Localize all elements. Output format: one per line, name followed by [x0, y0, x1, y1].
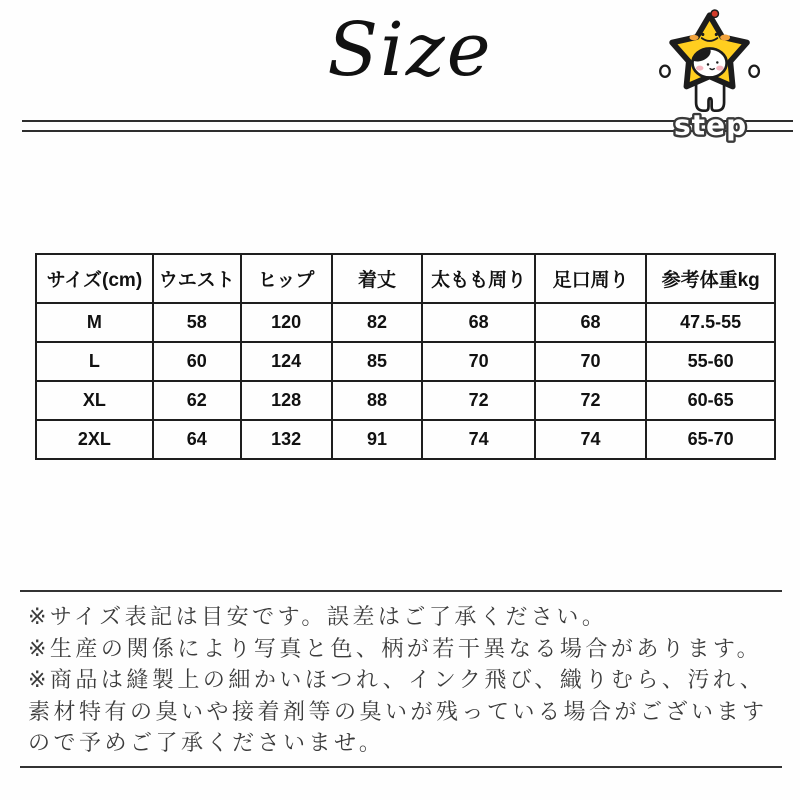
table-cell: 124: [241, 342, 332, 381]
table-cell: M: [36, 303, 153, 342]
table-cell: 70: [422, 342, 534, 381]
mascot-mouth: [710, 69, 714, 70]
notes-top-rule: [20, 590, 782, 592]
col-header-size: サイズ(cm): [36, 254, 153, 303]
col-header-hem: 足口周り: [535, 254, 647, 303]
col-header-length: 着丈: [332, 254, 423, 303]
table-row-m: [36, 303, 775, 342]
table-row-2xl: [36, 420, 775, 459]
table-cell: 68: [422, 303, 534, 342]
star-mascot-icon: [648, 8, 768, 148]
table-cell: 82: [332, 303, 423, 342]
table-cell: 128: [241, 381, 332, 420]
notes-block: [28, 601, 790, 759]
size-table: [35, 253, 776, 460]
table-cell: 72: [535, 381, 647, 420]
table-cell: 2XL: [36, 420, 153, 459]
table-cell: 74: [535, 420, 647, 459]
star-blush-left: [689, 35, 698, 40]
star-eye-right: [715, 33, 718, 36]
size-table-header-row: [36, 254, 775, 303]
table-cell: XL: [36, 381, 153, 420]
table-row-xl: [36, 381, 775, 420]
table-cell: 47.5-55: [646, 303, 775, 342]
table-cell: 74: [422, 420, 534, 459]
mascot-eye-left: [707, 63, 709, 65]
table-cell: 60-65: [646, 381, 775, 420]
table-cell: 64: [153, 420, 241, 459]
mascot-top-red-dot: [711, 10, 718, 17]
mascot-right-hand: [749, 66, 759, 77]
col-header-thigh: 太もも周り: [422, 254, 534, 303]
mascot-left-hand: [660, 66, 670, 77]
table-row-l: [36, 342, 775, 381]
table-cell: L: [36, 342, 153, 381]
col-header-hip: ヒップ: [241, 254, 332, 303]
table-cell: 88: [332, 381, 423, 420]
page-title: Size: [327, 7, 493, 93]
note-line: ※生産の関係により写真と色、柄が若干異なる場合があります。: [28, 635, 763, 661]
table-cell: 62: [153, 381, 241, 420]
star-eye-left: [701, 33, 704, 36]
table-cell: 60: [153, 342, 241, 381]
col-header-weight: 参考体重kg: [646, 254, 775, 303]
step-logo-text: step: [673, 108, 748, 142]
note-line: ※サイズ表記は目安です。誤差はご了承ください。: [28, 604, 608, 629]
table-cell: 85: [332, 342, 423, 381]
mascot-cheek-left: [696, 66, 703, 71]
table-cell: 132: [241, 420, 332, 459]
col-header-waist: ウエスト: [153, 254, 241, 303]
table-cell: 55-60: [646, 342, 775, 381]
table-cell: 68: [535, 303, 647, 342]
mascot-eye-right: [716, 61, 718, 63]
star-blush-right: [720, 34, 730, 40]
table-cell: 58: [153, 303, 241, 342]
note-line: ので予めご了承くださいませ。: [28, 730, 385, 755]
table-cell: 70: [535, 342, 647, 381]
table-cell: 72: [422, 381, 534, 420]
mascot-cheek-right: [716, 66, 723, 71]
note-line: ※商品は縫製上の細かいほつれ、インク飛び、織りむら、汚れ、: [28, 667, 766, 692]
table-cell: 120: [241, 303, 332, 342]
note-line: 素材特有の臭いや接着剤等の臭いが残っている場合がございます: [28, 698, 768, 724]
notes-bottom-rule: [20, 766, 782, 768]
table-cell: 91: [332, 420, 423, 459]
table-cell: 65-70: [646, 420, 775, 459]
